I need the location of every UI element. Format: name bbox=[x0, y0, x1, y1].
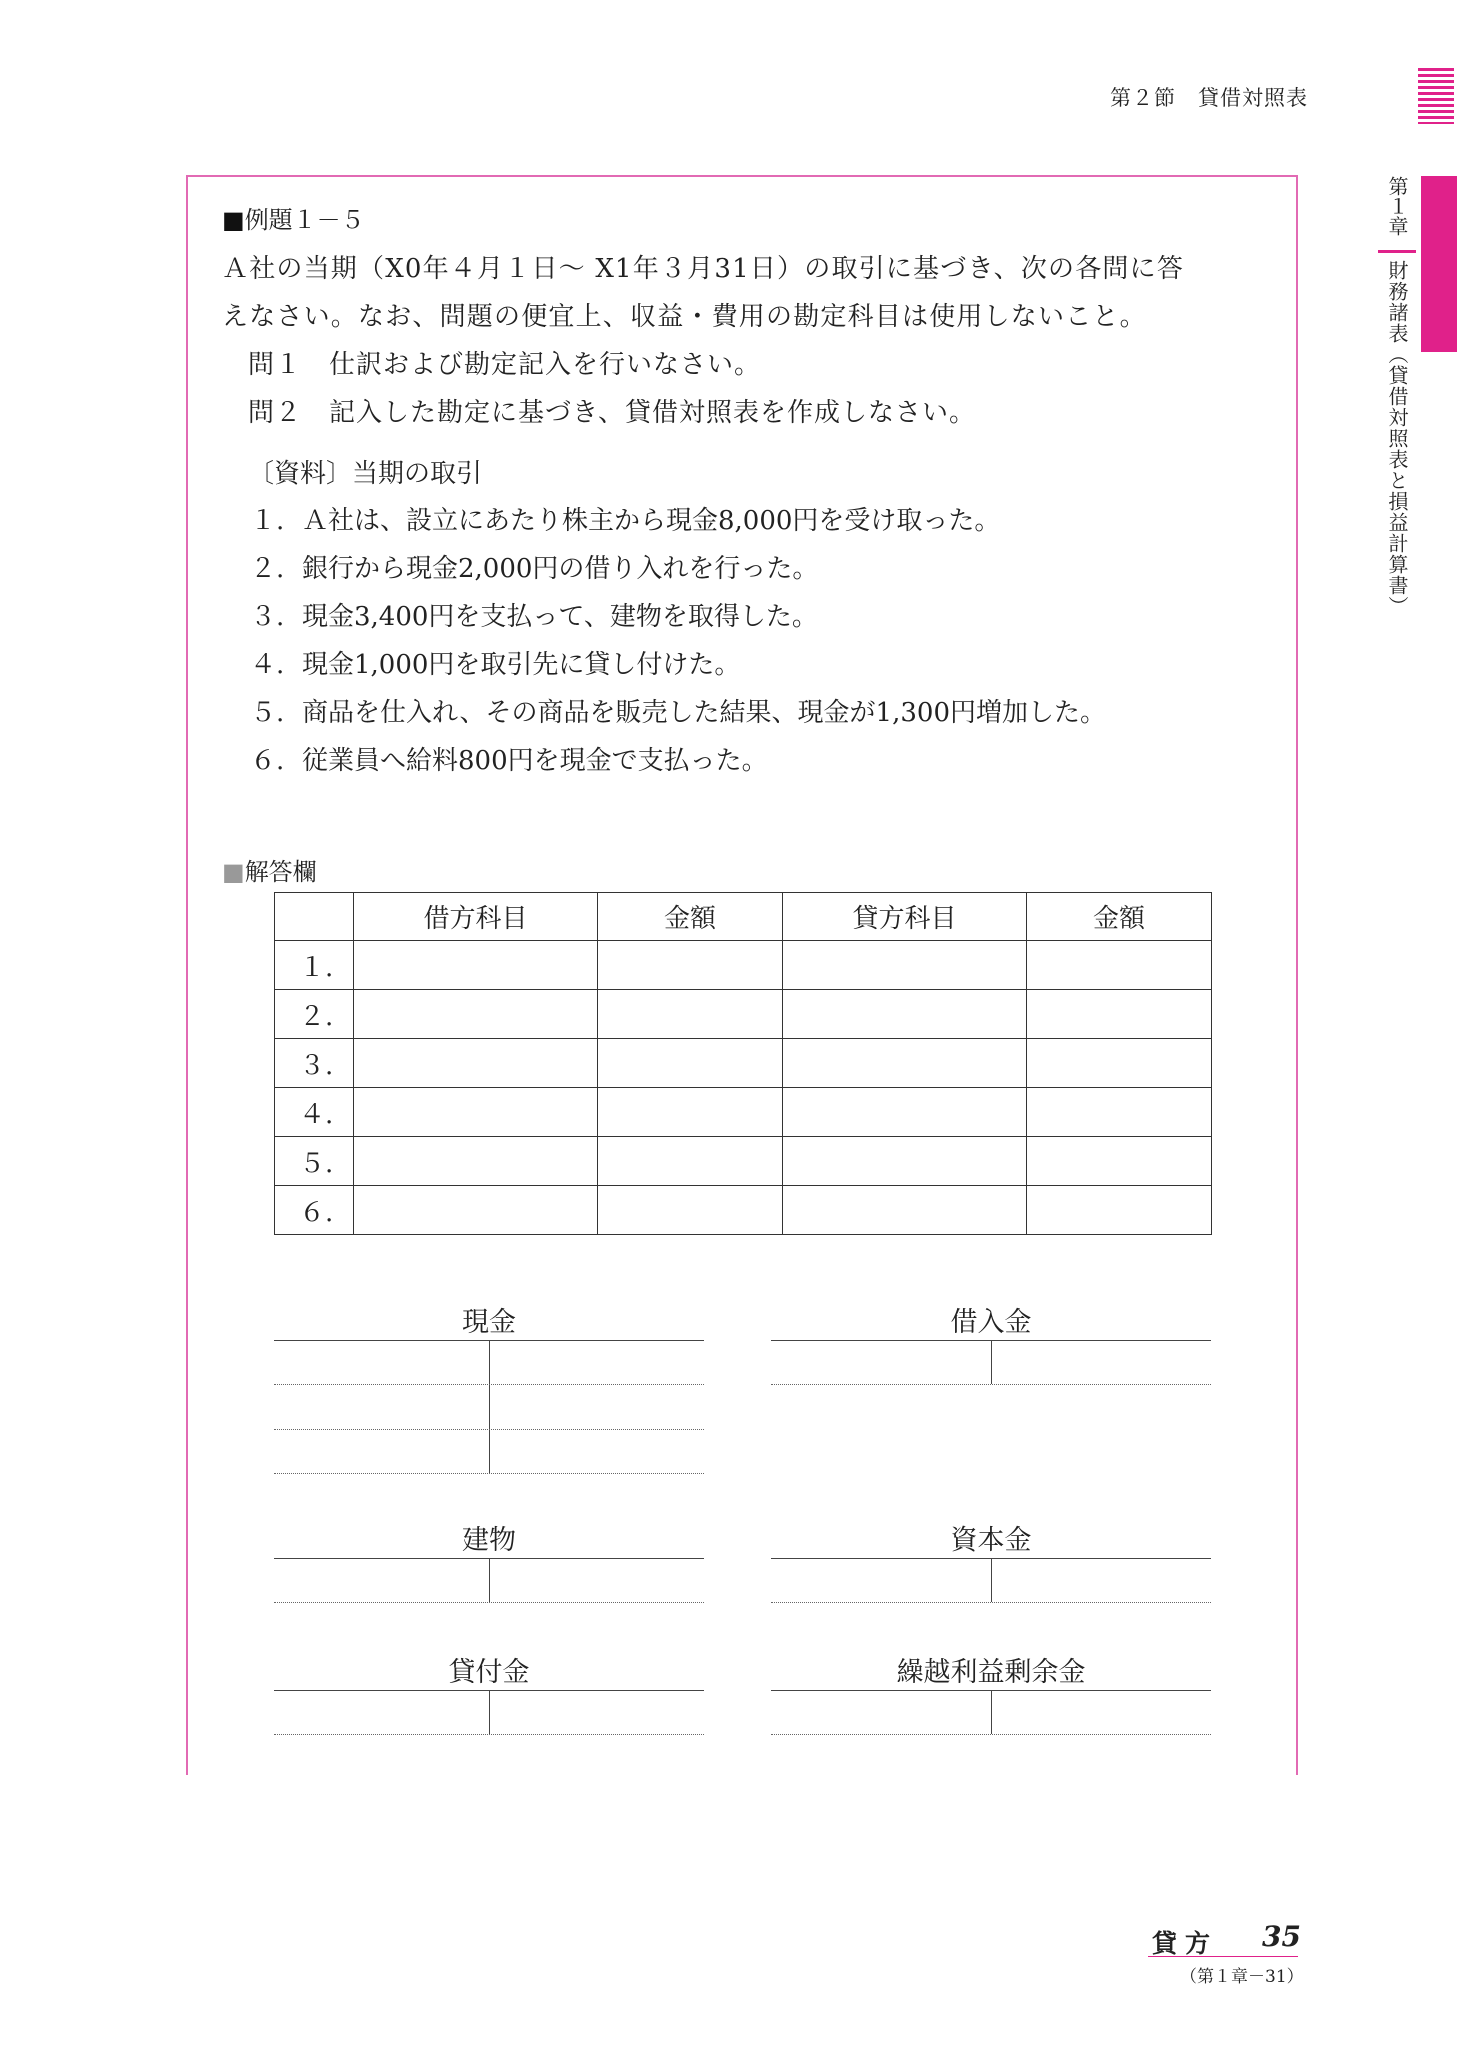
square-bullet-icon: ■ bbox=[222, 858, 245, 886]
item-text: 現金3,400円を支払って、建物を取得した。 bbox=[302, 602, 818, 632]
chapter-title: 財務諸表（貸借対照表と損益計算書） bbox=[1385, 260, 1409, 617]
credit-account-cell[interactable] bbox=[783, 1137, 1027, 1186]
t-account-center-rule bbox=[489, 1690, 490, 1734]
footer-subpage: （第１章－31） bbox=[1180, 1967, 1304, 1987]
table-row bbox=[275, 990, 1212, 1039]
entry-line[interactable] bbox=[274, 1384, 704, 1385]
credit-account-cell[interactable] bbox=[783, 941, 1027, 990]
credit-amount-cell[interactable] bbox=[1027, 1137, 1212, 1186]
t-account-retained-earnings bbox=[771, 1650, 1211, 1750]
debit-amount-cell[interactable] bbox=[598, 1039, 783, 1088]
debit-amount-cell[interactable] bbox=[598, 1137, 783, 1186]
transaction-item bbox=[250, 545, 818, 593]
debit-account-cell[interactable] bbox=[354, 990, 598, 1039]
table-header-row bbox=[275, 893, 1212, 941]
item-number: ６. bbox=[250, 746, 285, 776]
table-row bbox=[275, 1186, 1212, 1235]
transaction-item bbox=[250, 497, 1000, 545]
t-account-title: 貸付金 bbox=[448, 1657, 530, 1688]
table-row bbox=[275, 1137, 1212, 1186]
t-account-center-rule bbox=[991, 1340, 992, 1384]
intro-line-2: えなさい。なお、問題の便宜上、収益・費用の勘定科目は使用しないこと。 bbox=[222, 302, 1147, 332]
row-number: ３. bbox=[275, 1039, 354, 1088]
transaction-item bbox=[250, 689, 1106, 737]
item-text: 銀行から現金2,000円の借り入れを行った。 bbox=[302, 554, 819, 584]
square-bullet-icon: ■ bbox=[222, 206, 245, 234]
t-account-title: 資本金 bbox=[950, 1525, 1032, 1556]
entry-line[interactable] bbox=[274, 1602, 704, 1603]
t-account-center-rule bbox=[489, 1558, 490, 1602]
credit-account-cell[interactable] bbox=[783, 1088, 1027, 1137]
footer-label: 貸方 bbox=[1152, 1929, 1219, 1958]
item-text: 現金1,000円を取引先に貸し付けた。 bbox=[302, 650, 741, 680]
footer-rule bbox=[1148, 1956, 1298, 1957]
t-account-center-rule bbox=[991, 1690, 992, 1734]
item-number: ３. bbox=[250, 602, 285, 632]
item-number: ２. bbox=[250, 554, 285, 584]
transaction-item bbox=[250, 593, 818, 641]
entry-line[interactable] bbox=[274, 1734, 704, 1735]
item-number: ４. bbox=[250, 650, 285, 680]
credit-amount-cell[interactable] bbox=[1027, 1088, 1212, 1137]
header-cell-debit-amount: 金額 bbox=[598, 893, 783, 941]
credit-account-cell[interactable] bbox=[783, 990, 1027, 1039]
table-row bbox=[275, 941, 1212, 990]
header-cell-number bbox=[275, 893, 354, 941]
chapter-tab bbox=[1378, 176, 1416, 646]
t-account-cash bbox=[274, 1300, 704, 1490]
entry-line[interactable] bbox=[771, 1602, 1211, 1603]
credit-amount-cell[interactable] bbox=[1027, 990, 1212, 1039]
intro-line-1: Ａ社の当期（X0年４月１日～ X1年３月31日）の取引に基づき、次の各問に答 bbox=[222, 254, 1185, 284]
debit-account-cell[interactable] bbox=[354, 1137, 598, 1186]
item-number: １. bbox=[250, 506, 285, 536]
credit-account-cell[interactable] bbox=[783, 1186, 1027, 1235]
header-stripes-decoration bbox=[1418, 68, 1454, 124]
page-number: 35 bbox=[1262, 1920, 1301, 1953]
question-1: 問１ 仕訳および勘定記入を行いなさい。 bbox=[248, 350, 762, 380]
t-account-center-rule bbox=[489, 1340, 490, 1474]
item-text: Ａ社は、設立にあたり株主から現金8,000円を受け取った。 bbox=[302, 506, 1001, 536]
header-cell-credit-amount: 金額 bbox=[1027, 893, 1212, 941]
transaction-item bbox=[250, 641, 740, 689]
t-account-capital bbox=[771, 1518, 1211, 1618]
t-account-building bbox=[274, 1518, 704, 1618]
credit-amount-cell[interactable] bbox=[1027, 1186, 1212, 1235]
example-heading bbox=[222, 200, 365, 235]
question-2: 問２ 記入した勘定に基づき、貸借対照表を作成しなさい。 bbox=[248, 398, 976, 428]
example-heading-text: 例題１－５ bbox=[244, 206, 365, 234]
item-number: ５. bbox=[250, 698, 285, 728]
item-text: 商品を仕入れ、その商品を販売した結果、現金が1,300円増加した。 bbox=[302, 698, 1106, 728]
chapter-number: 第１章 bbox=[1385, 176, 1409, 236]
materials-title: 〔資料〕当期の取引 bbox=[248, 459, 483, 489]
t-account-title: 繰越利益剰余金 bbox=[896, 1657, 1086, 1688]
entry-line[interactable] bbox=[274, 1429, 704, 1430]
t-account-title: 現金 bbox=[462, 1307, 516, 1338]
table-row bbox=[275, 1039, 1212, 1088]
t-account-center-rule bbox=[991, 1558, 992, 1602]
table-row bbox=[275, 1088, 1212, 1137]
journal-entry-table bbox=[274, 892, 1212, 1235]
row-number: ２. bbox=[275, 990, 354, 1039]
running-header: 第２節 貸借対照表 bbox=[1110, 86, 1308, 110]
row-number: ６. bbox=[275, 1186, 354, 1235]
entry-line[interactable] bbox=[771, 1734, 1211, 1735]
credit-amount-cell[interactable] bbox=[1027, 1039, 1212, 1088]
entry-line[interactable] bbox=[274, 1473, 704, 1474]
t-account-loans bbox=[274, 1650, 704, 1750]
chapter-tab-rule bbox=[1378, 250, 1416, 253]
debit-amount-cell[interactable] bbox=[598, 941, 783, 990]
debit-amount-cell[interactable] bbox=[598, 1088, 783, 1137]
chapter-tab-marker bbox=[1421, 176, 1457, 352]
credit-amount-cell[interactable] bbox=[1027, 941, 1212, 990]
debit-account-cell[interactable] bbox=[354, 1088, 598, 1137]
header-cell-debit-account: 借方科目 bbox=[354, 893, 598, 941]
row-number: ５. bbox=[275, 1137, 354, 1186]
debit-account-cell[interactable] bbox=[354, 941, 598, 990]
answer-heading bbox=[222, 852, 317, 887]
row-number: １. bbox=[275, 941, 354, 990]
answer-heading-text: 解答欄 bbox=[244, 858, 317, 886]
debit-amount-cell[interactable] bbox=[598, 990, 783, 1039]
debit-account-cell[interactable] bbox=[354, 1186, 598, 1235]
item-text: 従業員へ給料800円を現金で支払った。 bbox=[302, 746, 768, 776]
header-cell-credit-account: 貸方科目 bbox=[783, 893, 1027, 941]
debit-amount-cell[interactable] bbox=[598, 1186, 783, 1235]
t-account-title: 建物 bbox=[462, 1525, 516, 1556]
t-account-borrowings bbox=[771, 1300, 1211, 1400]
transaction-item bbox=[250, 737, 768, 785]
debit-account-cell[interactable] bbox=[354, 1039, 598, 1088]
credit-account-cell[interactable] bbox=[783, 1039, 1027, 1088]
entry-line[interactable] bbox=[771, 1384, 1211, 1385]
t-account-title: 借入金 bbox=[950, 1307, 1032, 1338]
row-number: ４. bbox=[275, 1088, 354, 1137]
